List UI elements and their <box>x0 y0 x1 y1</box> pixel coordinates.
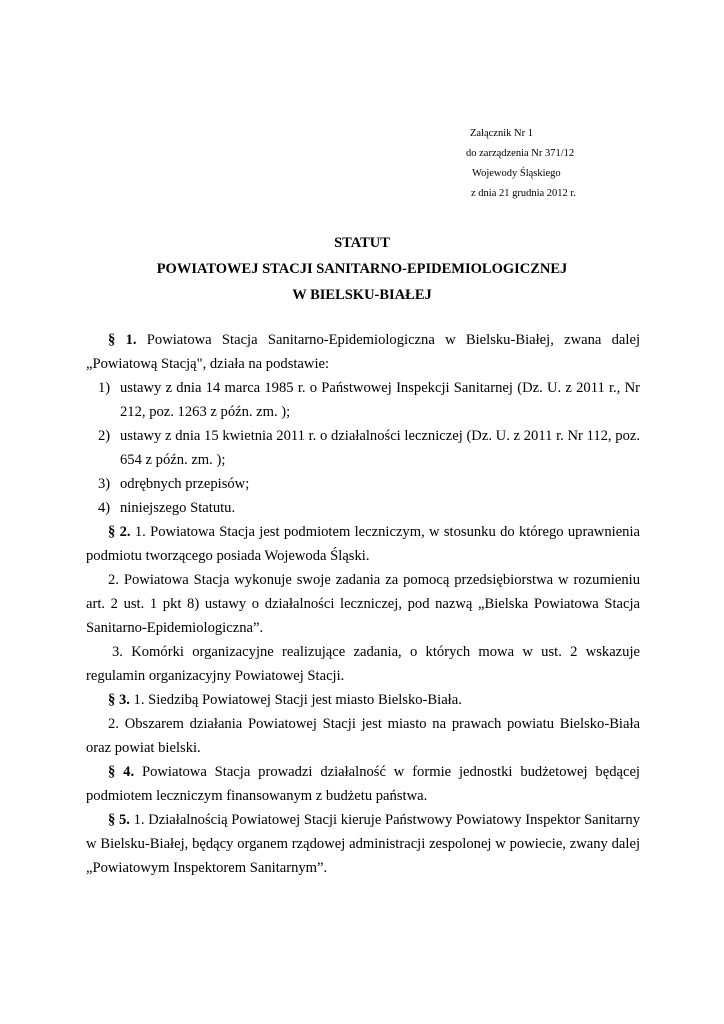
annex-header <box>466 124 576 204</box>
list-item <box>86 424 640 472</box>
section-2-paragraph-3: 3. Komórki organizacyjne realizujące zadania, o których mowa w ust. 2 wskazuje regulamin organizacyjny Powiatowej Stacji. <box>86 644 640 684</box>
section-3-p1-text: 1. Siedzibą Powiatowej Stacji jest miasto Bielsko-Biała. <box>133 692 462 708</box>
document-body <box>86 328 640 880</box>
list-item-text: ustawy z dnia 15 kwietnia 2011 r. o działalności leczniczej (Dz. U. z 2011 r. Nr 112, poz. 654 z późn. zm. ); <box>120 428 640 468</box>
section-2-paragraph-2: 2. Powiatowa Stacja wykonuje swoje zadania za pomocą przedsiębiorstwa w rozumieniu art. 2 ust. 1 pkt 8) ustawy o działalności leczniczej, pod nazwą „Bielska Powiatowa Stacja Sanitarno-Epidemiologiczna”. <box>86 572 640 636</box>
list-item-number: 2) <box>98 428 111 444</box>
section-5-p1-text: 1. Działalnością Powiatowej Stacji kieruje Państwowy Powiatowy Inspektor Sanitarny w Bielsku-Białej, będący organem rządowej administracji zespolonej w powiecie, zwany dalej „Powiatowym Inspektorem Sanitarnym”. <box>86 812 640 876</box>
annex-date: z dnia 21 grudnia 2012 r. <box>471 188 576 199</box>
section-2-mark: § 2. <box>108 524 131 540</box>
section-2-paragraph-1 <box>86 520 640 568</box>
section-3-paragraph-2: 2. Obszarem działania Powiatowej Stacji jest miasto na prawach powiatu Bielsko-Biała oraz powiat bielski. <box>86 716 640 756</box>
section-4-mark: § 4. <box>108 764 135 780</box>
list-item <box>86 472 640 496</box>
annex-authority: Wojewody Śląskiego <box>472 168 561 179</box>
list-item <box>86 376 640 424</box>
section-2-p1-text: 1. Powiatowa Stacja jest podmiotem leczniczym, w stosunku do którego uprawnienia podmiotu tworzącego posiada Wojewoda Śląski. <box>86 524 641 564</box>
annex-ordinance: do zarządzenia Nr 371/12 <box>466 148 575 159</box>
list-item <box>86 496 640 520</box>
section-4-paragraph <box>86 760 640 808</box>
list-item-number: 3) <box>98 476 111 492</box>
section-3-mark: § 3. <box>108 692 130 708</box>
section-1-intro-text: Powiatowa Stacja Sanitarno-Epidemiologiczna w Bielsku-Białej, zwana dalej „Powiatową Stacją", działa na podstawie: <box>86 332 641 372</box>
list-item-number: 1) <box>98 380 111 396</box>
list-item-text: ustawy z dnia 14 marca 1985 r. o Państwowej Inspekcji Sanitarnej (Dz. U. z 2011 r., Nr 212, poz. 1263 z późn. zm. ); <box>120 380 640 420</box>
section-1-mark: § 1. <box>108 332 137 348</box>
title-line-1: STATUT <box>334 235 390 251</box>
section-4-p1-text: Powiatowa Stacja prowadzi działalność w formie jednostki budżetowej będącej podmiotem leczniczym finansowanym z budżetu państwa. <box>86 764 640 804</box>
title-line-2: POWIATOWEJ STACJI SANITARNO-EPIDEMIOLOGICZNEJ <box>156 261 568 277</box>
section-5-mark: § 5. <box>108 812 130 828</box>
document-title <box>0 230 724 308</box>
section-1-intro <box>86 328 640 376</box>
list-item-text: niniejszego Statutu. <box>120 500 236 516</box>
annex-number: Załącznik Nr 1 <box>470 128 533 139</box>
list-item-number: 4) <box>98 500 111 516</box>
list-item-text: odrębnych przepisów; <box>120 476 250 492</box>
section-3-paragraph-1 <box>86 688 640 712</box>
title-line-3: W BIELSKU-BIAŁEJ <box>292 287 432 303</box>
section-5-paragraph <box>86 808 640 880</box>
